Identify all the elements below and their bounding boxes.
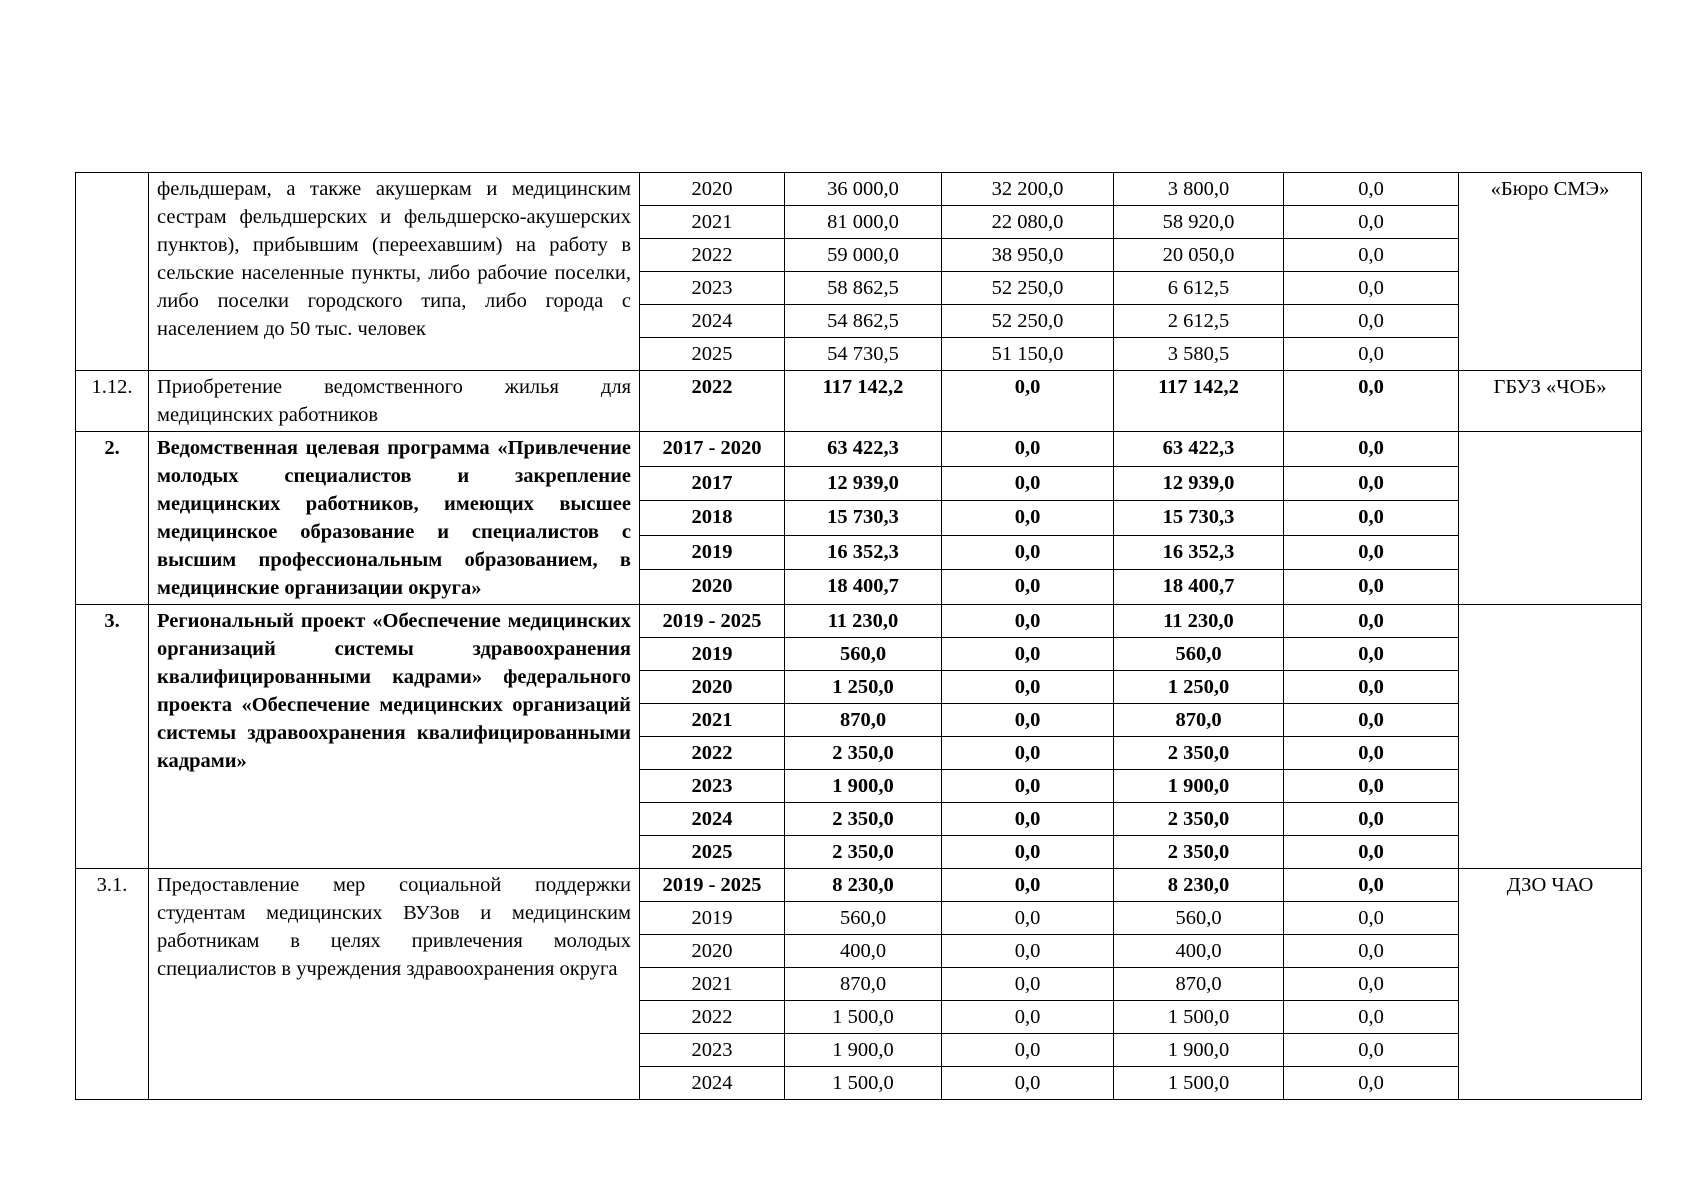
- other-sources-cell: 0,0: [1284, 371, 1459, 432]
- other-sources-cell: 0,0: [1284, 1067, 1459, 1100]
- year-cell: 2024: [640, 803, 785, 836]
- total-cell: 36 000,0: [785, 173, 942, 206]
- regional-budget-cell: 12 939,0: [1114, 466, 1284, 501]
- other-sources-cell: 0,0: [1284, 239, 1459, 272]
- item-description: Региональный проект «Обеспечение медицинских организаций системы здравоохранения квалифицированными кадрами» федерального проекта «Обеспечение медицинских организаций системы здравоохранения квалифицированными кадрами»: [149, 605, 640, 869]
- total-cell: 1 500,0: [785, 1067, 942, 1100]
- regional-budget-cell: 6 612,5: [1114, 272, 1284, 305]
- regional-budget-cell: 870,0: [1114, 968, 1284, 1001]
- federal-budget-cell: 0,0: [942, 432, 1114, 467]
- other-sources-cell: 0,0: [1284, 173, 1459, 206]
- executor-cell: «Бюро СМЭ»: [1459, 173, 1642, 371]
- total-cell: 1 900,0: [785, 770, 942, 803]
- total-cell: 560,0: [785, 902, 942, 935]
- federal-budget-cell: 0,0: [942, 570, 1114, 605]
- regional-budget-cell: 2 350,0: [1114, 836, 1284, 869]
- total-cell: 1 250,0: [785, 671, 942, 704]
- regional-budget-cell: 400,0: [1114, 935, 1284, 968]
- funding-table: [75, 172, 1642, 1100]
- total-cell: 59 000,0: [785, 239, 942, 272]
- table-row: [76, 371, 1642, 432]
- item-number: 1.12.: [76, 371, 149, 432]
- regional-budget-cell: 18 400,7: [1114, 570, 1284, 605]
- total-cell: 16 352,3: [785, 535, 942, 570]
- other-sources-cell: 0,0: [1284, 501, 1459, 536]
- regional-budget-cell: 560,0: [1114, 902, 1284, 935]
- other-sources-cell: 0,0: [1284, 935, 1459, 968]
- year-cell: 2019: [640, 638, 785, 671]
- other-sources-cell: 0,0: [1284, 432, 1459, 467]
- other-sources-cell: 0,0: [1284, 305, 1459, 338]
- year-cell: 2023: [640, 770, 785, 803]
- federal-budget-cell: 22 080,0: [942, 206, 1114, 239]
- table-row: [76, 173, 1642, 206]
- year-cell: 2021: [640, 206, 785, 239]
- year-cell: 2021: [640, 968, 785, 1001]
- federal-budget-cell: 0,0: [942, 638, 1114, 671]
- other-sources-cell: 0,0: [1284, 535, 1459, 570]
- item-number: [76, 173, 149, 371]
- federal-budget-cell: 52 250,0: [942, 272, 1114, 305]
- other-sources-cell: 0,0: [1284, 570, 1459, 605]
- federal-budget-cell: 0,0: [942, 371, 1114, 432]
- other-sources-cell: 0,0: [1284, 770, 1459, 803]
- federal-budget-cell: 0,0: [942, 803, 1114, 836]
- year-cell: 2019: [640, 902, 785, 935]
- federal-budget-cell: 0,0: [942, 935, 1114, 968]
- year-cell: 2019: [640, 535, 785, 570]
- item-description: Приобретение ведомственного жилья для медицинских работников: [149, 371, 640, 432]
- total-cell: 18 400,7: [785, 570, 942, 605]
- year-cell: 2020: [640, 935, 785, 968]
- regional-budget-cell: 1 900,0: [1114, 770, 1284, 803]
- federal-budget-cell: 38 950,0: [942, 239, 1114, 272]
- total-cell: 1 900,0: [785, 1034, 942, 1067]
- regional-budget-cell: 1 500,0: [1114, 1067, 1284, 1100]
- other-sources-cell: 0,0: [1284, 836, 1459, 869]
- year-cell: 2020: [640, 173, 785, 206]
- federal-budget-cell: 0,0: [942, 770, 1114, 803]
- year-cell: 2019 - 2025: [640, 605, 785, 638]
- federal-budget-cell: 0,0: [942, 737, 1114, 770]
- table-row: [76, 432, 1642, 467]
- total-cell: 2 350,0: [785, 803, 942, 836]
- other-sources-cell: 0,0: [1284, 1034, 1459, 1067]
- year-cell: 2018: [640, 501, 785, 536]
- federal-budget-cell: 0,0: [942, 968, 1114, 1001]
- item-number: 3.1.: [76, 869, 149, 1100]
- federal-budget-cell: 51 150,0: [942, 338, 1114, 371]
- total-cell: 870,0: [785, 704, 942, 737]
- total-cell: 15 730,3: [785, 501, 942, 536]
- federal-budget-cell: 0,0: [942, 1034, 1114, 1067]
- regional-budget-cell: 1 900,0: [1114, 1034, 1284, 1067]
- other-sources-cell: 0,0: [1284, 704, 1459, 737]
- item-description: фельдшерам, а также акушеркам и медицинским сестрам фельдшерских и фельдшерско-акушерских пунктов), прибывшим (переехавшим) на работу в сельские населенные пункты, либо рабочие поселки, либо поселки городского типа, либо города с населением до 50 тыс. человек: [149, 173, 640, 371]
- year-cell: 2017: [640, 466, 785, 501]
- year-cell: 2024: [640, 305, 785, 338]
- regional-budget-cell: 3 800,0: [1114, 173, 1284, 206]
- other-sources-cell: 0,0: [1284, 206, 1459, 239]
- total-cell: 63 422,3: [785, 432, 942, 467]
- year-cell: 2022: [640, 371, 785, 432]
- year-cell: 2022: [640, 737, 785, 770]
- regional-budget-cell: 870,0: [1114, 704, 1284, 737]
- other-sources-cell: 0,0: [1284, 869, 1459, 902]
- item-description: Ведомственная целевая программа «Привлечение молодых специалистов и закрепление медицинских работников, имеющих высшее медицинское образование и специалистов с высшим профессиональным образованием, в медицинские организации округа»: [149, 432, 640, 605]
- other-sources-cell: 0,0: [1284, 466, 1459, 501]
- year-cell: 2021: [640, 704, 785, 737]
- total-cell: 58 862,5: [785, 272, 942, 305]
- federal-budget-cell: 0,0: [942, 466, 1114, 501]
- year-cell: 2025: [640, 338, 785, 371]
- executor-cell: ДЗО ЧАО: [1459, 869, 1642, 1100]
- other-sources-cell: 0,0: [1284, 968, 1459, 1001]
- total-cell: 54 730,5: [785, 338, 942, 371]
- executor-cell: [1459, 605, 1642, 869]
- executor-cell: [1459, 432, 1642, 605]
- year-cell: 2017 - 2020: [640, 432, 785, 467]
- other-sources-cell: 0,0: [1284, 1001, 1459, 1034]
- year-cell: 2019 - 2025: [640, 869, 785, 902]
- year-cell: 2025: [640, 836, 785, 869]
- other-sources-cell: 0,0: [1284, 671, 1459, 704]
- federal-budget-cell: 0,0: [942, 1001, 1114, 1034]
- total-cell: 2 350,0: [785, 836, 942, 869]
- federal-budget-cell: 32 200,0: [942, 173, 1114, 206]
- regional-budget-cell: 58 920,0: [1114, 206, 1284, 239]
- year-cell: 2020: [640, 570, 785, 605]
- regional-budget-cell: 2 612,5: [1114, 305, 1284, 338]
- regional-budget-cell: 560,0: [1114, 638, 1284, 671]
- other-sources-cell: 0,0: [1284, 338, 1459, 371]
- executor-cell: ГБУЗ «ЧОБ»: [1459, 371, 1642, 432]
- table-row: [76, 605, 1642, 638]
- regional-budget-cell: 1 500,0: [1114, 1001, 1284, 1034]
- federal-budget-cell: 0,0: [942, 902, 1114, 935]
- total-cell: 81 000,0: [785, 206, 942, 239]
- other-sources-cell: 0,0: [1284, 605, 1459, 638]
- federal-budget-cell: 0,0: [942, 535, 1114, 570]
- year-cell: 2023: [640, 1034, 785, 1067]
- total-cell: 2 350,0: [785, 737, 942, 770]
- regional-budget-cell: 16 352,3: [1114, 535, 1284, 570]
- regional-budget-cell: 15 730,3: [1114, 501, 1284, 536]
- other-sources-cell: 0,0: [1284, 272, 1459, 305]
- regional-budget-cell: 20 050,0: [1114, 239, 1284, 272]
- item-number: 2.: [76, 432, 149, 605]
- total-cell: 870,0: [785, 968, 942, 1001]
- year-cell: 2023: [640, 272, 785, 305]
- total-cell: 54 862,5: [785, 305, 942, 338]
- federal-budget-cell: 0,0: [942, 501, 1114, 536]
- regional-budget-cell: 3 580,5: [1114, 338, 1284, 371]
- federal-budget-cell: 52 250,0: [942, 305, 1114, 338]
- year-cell: 2022: [640, 239, 785, 272]
- other-sources-cell: 0,0: [1284, 737, 1459, 770]
- other-sources-cell: 0,0: [1284, 803, 1459, 836]
- federal-budget-cell: 0,0: [942, 704, 1114, 737]
- federal-budget-cell: 0,0: [942, 869, 1114, 902]
- total-cell: 12 939,0: [785, 466, 942, 501]
- regional-budget-cell: 2 350,0: [1114, 737, 1284, 770]
- total-cell: 1 500,0: [785, 1001, 942, 1034]
- funding-table-body: [76, 173, 1642, 1100]
- federal-budget-cell: 0,0: [942, 836, 1114, 869]
- federal-budget-cell: 0,0: [942, 671, 1114, 704]
- total-cell: 400,0: [785, 935, 942, 968]
- item-description: Предоставление мер социальной поддержки студентам медицинских ВУЗов и медицинским работникам в целях привлечения молодых специалистов в учреждения здравоохранения округа: [149, 869, 640, 1100]
- regional-budget-cell: 1 250,0: [1114, 671, 1284, 704]
- year-cell: 2024: [640, 1067, 785, 1100]
- year-cell: 2020: [640, 671, 785, 704]
- regional-budget-cell: 11 230,0: [1114, 605, 1284, 638]
- regional-budget-cell: 8 230,0: [1114, 869, 1284, 902]
- year-cell: 2022: [640, 1001, 785, 1034]
- other-sources-cell: 0,0: [1284, 902, 1459, 935]
- federal-budget-cell: 0,0: [942, 605, 1114, 638]
- other-sources-cell: 0,0: [1284, 638, 1459, 671]
- item-number: 3.: [76, 605, 149, 869]
- regional-budget-cell: 117 142,2: [1114, 371, 1284, 432]
- total-cell: 8 230,0: [785, 869, 942, 902]
- total-cell: 11 230,0: [785, 605, 942, 638]
- table-row: [76, 869, 1642, 902]
- total-cell: 560,0: [785, 638, 942, 671]
- regional-budget-cell: 63 422,3: [1114, 432, 1284, 467]
- federal-budget-cell: 0,0: [942, 1067, 1114, 1100]
- regional-budget-cell: 2 350,0: [1114, 803, 1284, 836]
- total-cell: 117 142,2: [785, 371, 942, 432]
